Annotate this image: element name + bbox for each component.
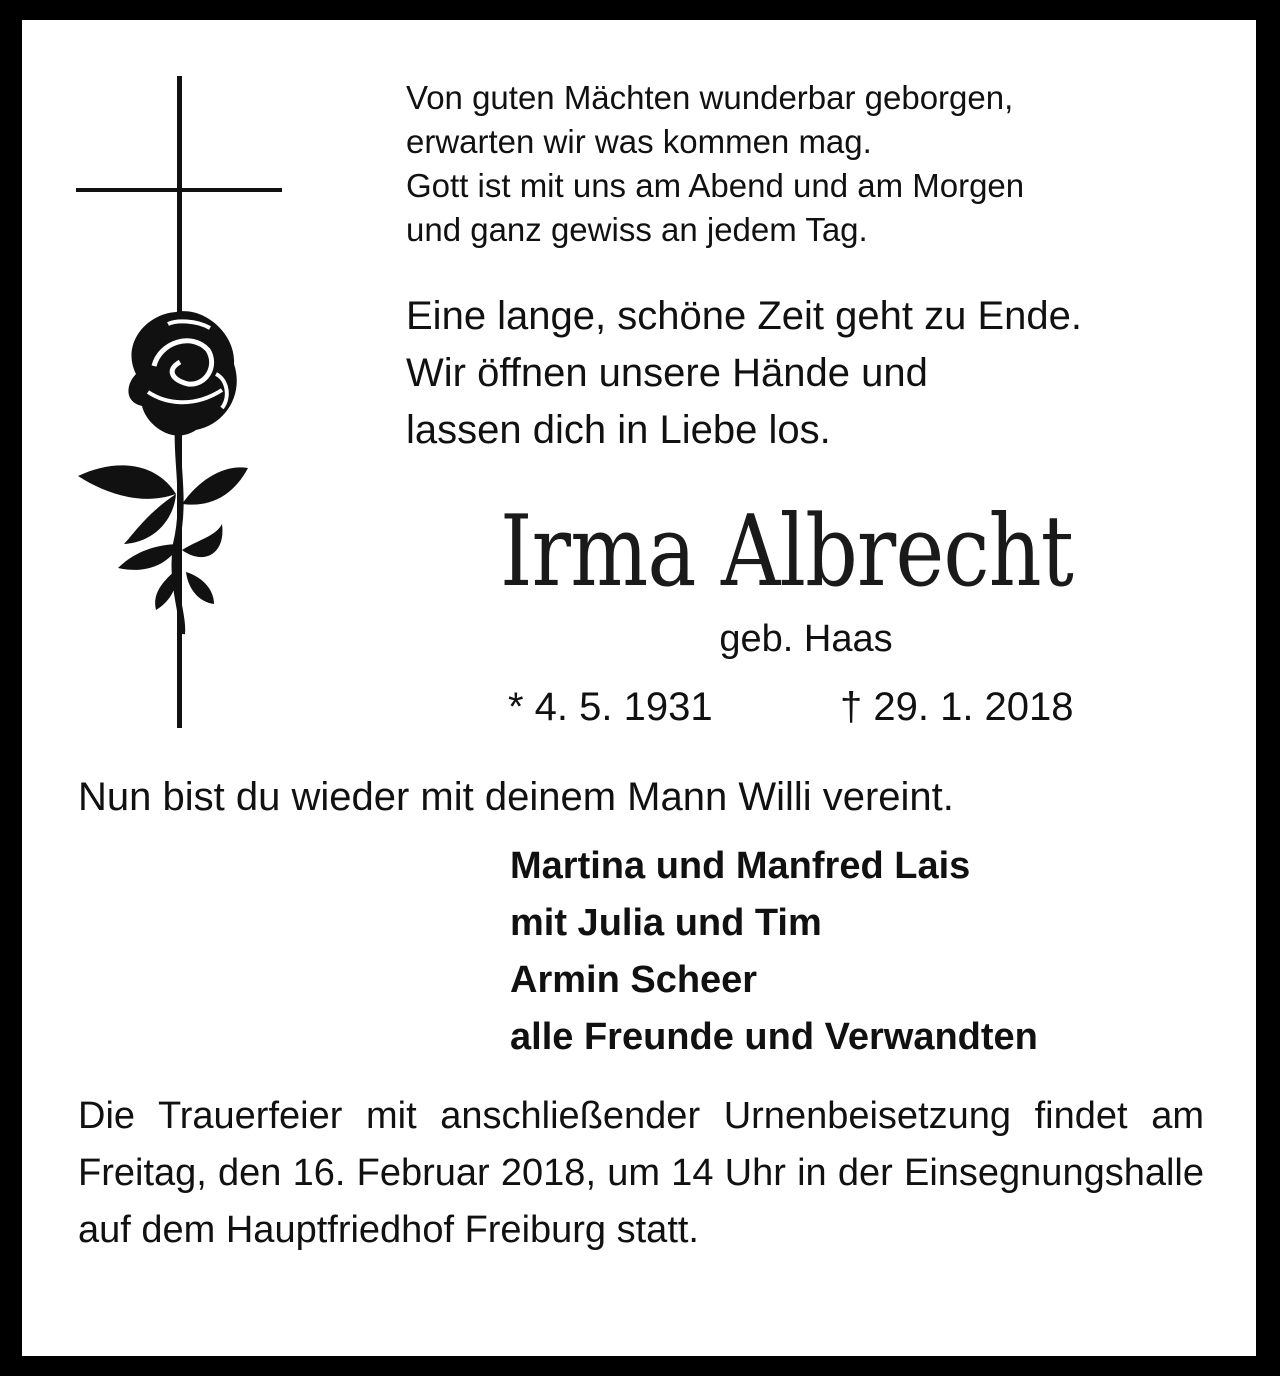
mourner-line: alle Freunde und Verwandten xyxy=(510,1016,1038,1058)
obituary-notice xyxy=(22,20,1256,1356)
motto-line: lassen dich in Liebe los. xyxy=(406,408,831,452)
cross-with-rose-icon xyxy=(76,74,286,730)
ceremony-details: Die Trauerfeier mit anschließender Urnenbeisetzung findet am Freitag, den 16. Februar 2018, um 14 Uhr in der Einsegnungshalle auf dem Hauptfriedhof Freiburg statt. xyxy=(78,1095,1204,1251)
poem-verse xyxy=(406,76,1226,252)
deceased-name: Irma Albrecht xyxy=(500,495,1073,609)
poem-line: Von guten Mächten wunderbar geborgen, xyxy=(406,79,1014,116)
poem-line: und ganz gewiss an jedem Tag. xyxy=(406,211,868,248)
mourner-line: Martina und Manfred Lais xyxy=(510,845,971,887)
poem-line: Gott ist mit uns am Abend und am Morgen xyxy=(406,167,1025,204)
motto-line: Eine lange, schöne Zeit geht zu Ende. xyxy=(406,294,1083,338)
mourners-list xyxy=(510,838,1230,1066)
motto-line: Wir öffnen unsere Hände und xyxy=(406,351,928,395)
farewell-motto xyxy=(406,288,1246,459)
mourner-line: Armin Scheer xyxy=(510,959,758,1001)
birth-date: * 4. 5. 1931 xyxy=(508,685,713,729)
mourner-line: mit Julia und Tim xyxy=(510,902,822,944)
poem-line: erwarten wir was kommen mag. xyxy=(406,123,872,160)
reunion-line: Nun bist du wieder mit deinem Mann Willi vereint. xyxy=(78,775,954,819)
maiden-name: geb. Haas xyxy=(719,618,893,660)
death-date: † 29. 1. 2018 xyxy=(840,685,1074,729)
